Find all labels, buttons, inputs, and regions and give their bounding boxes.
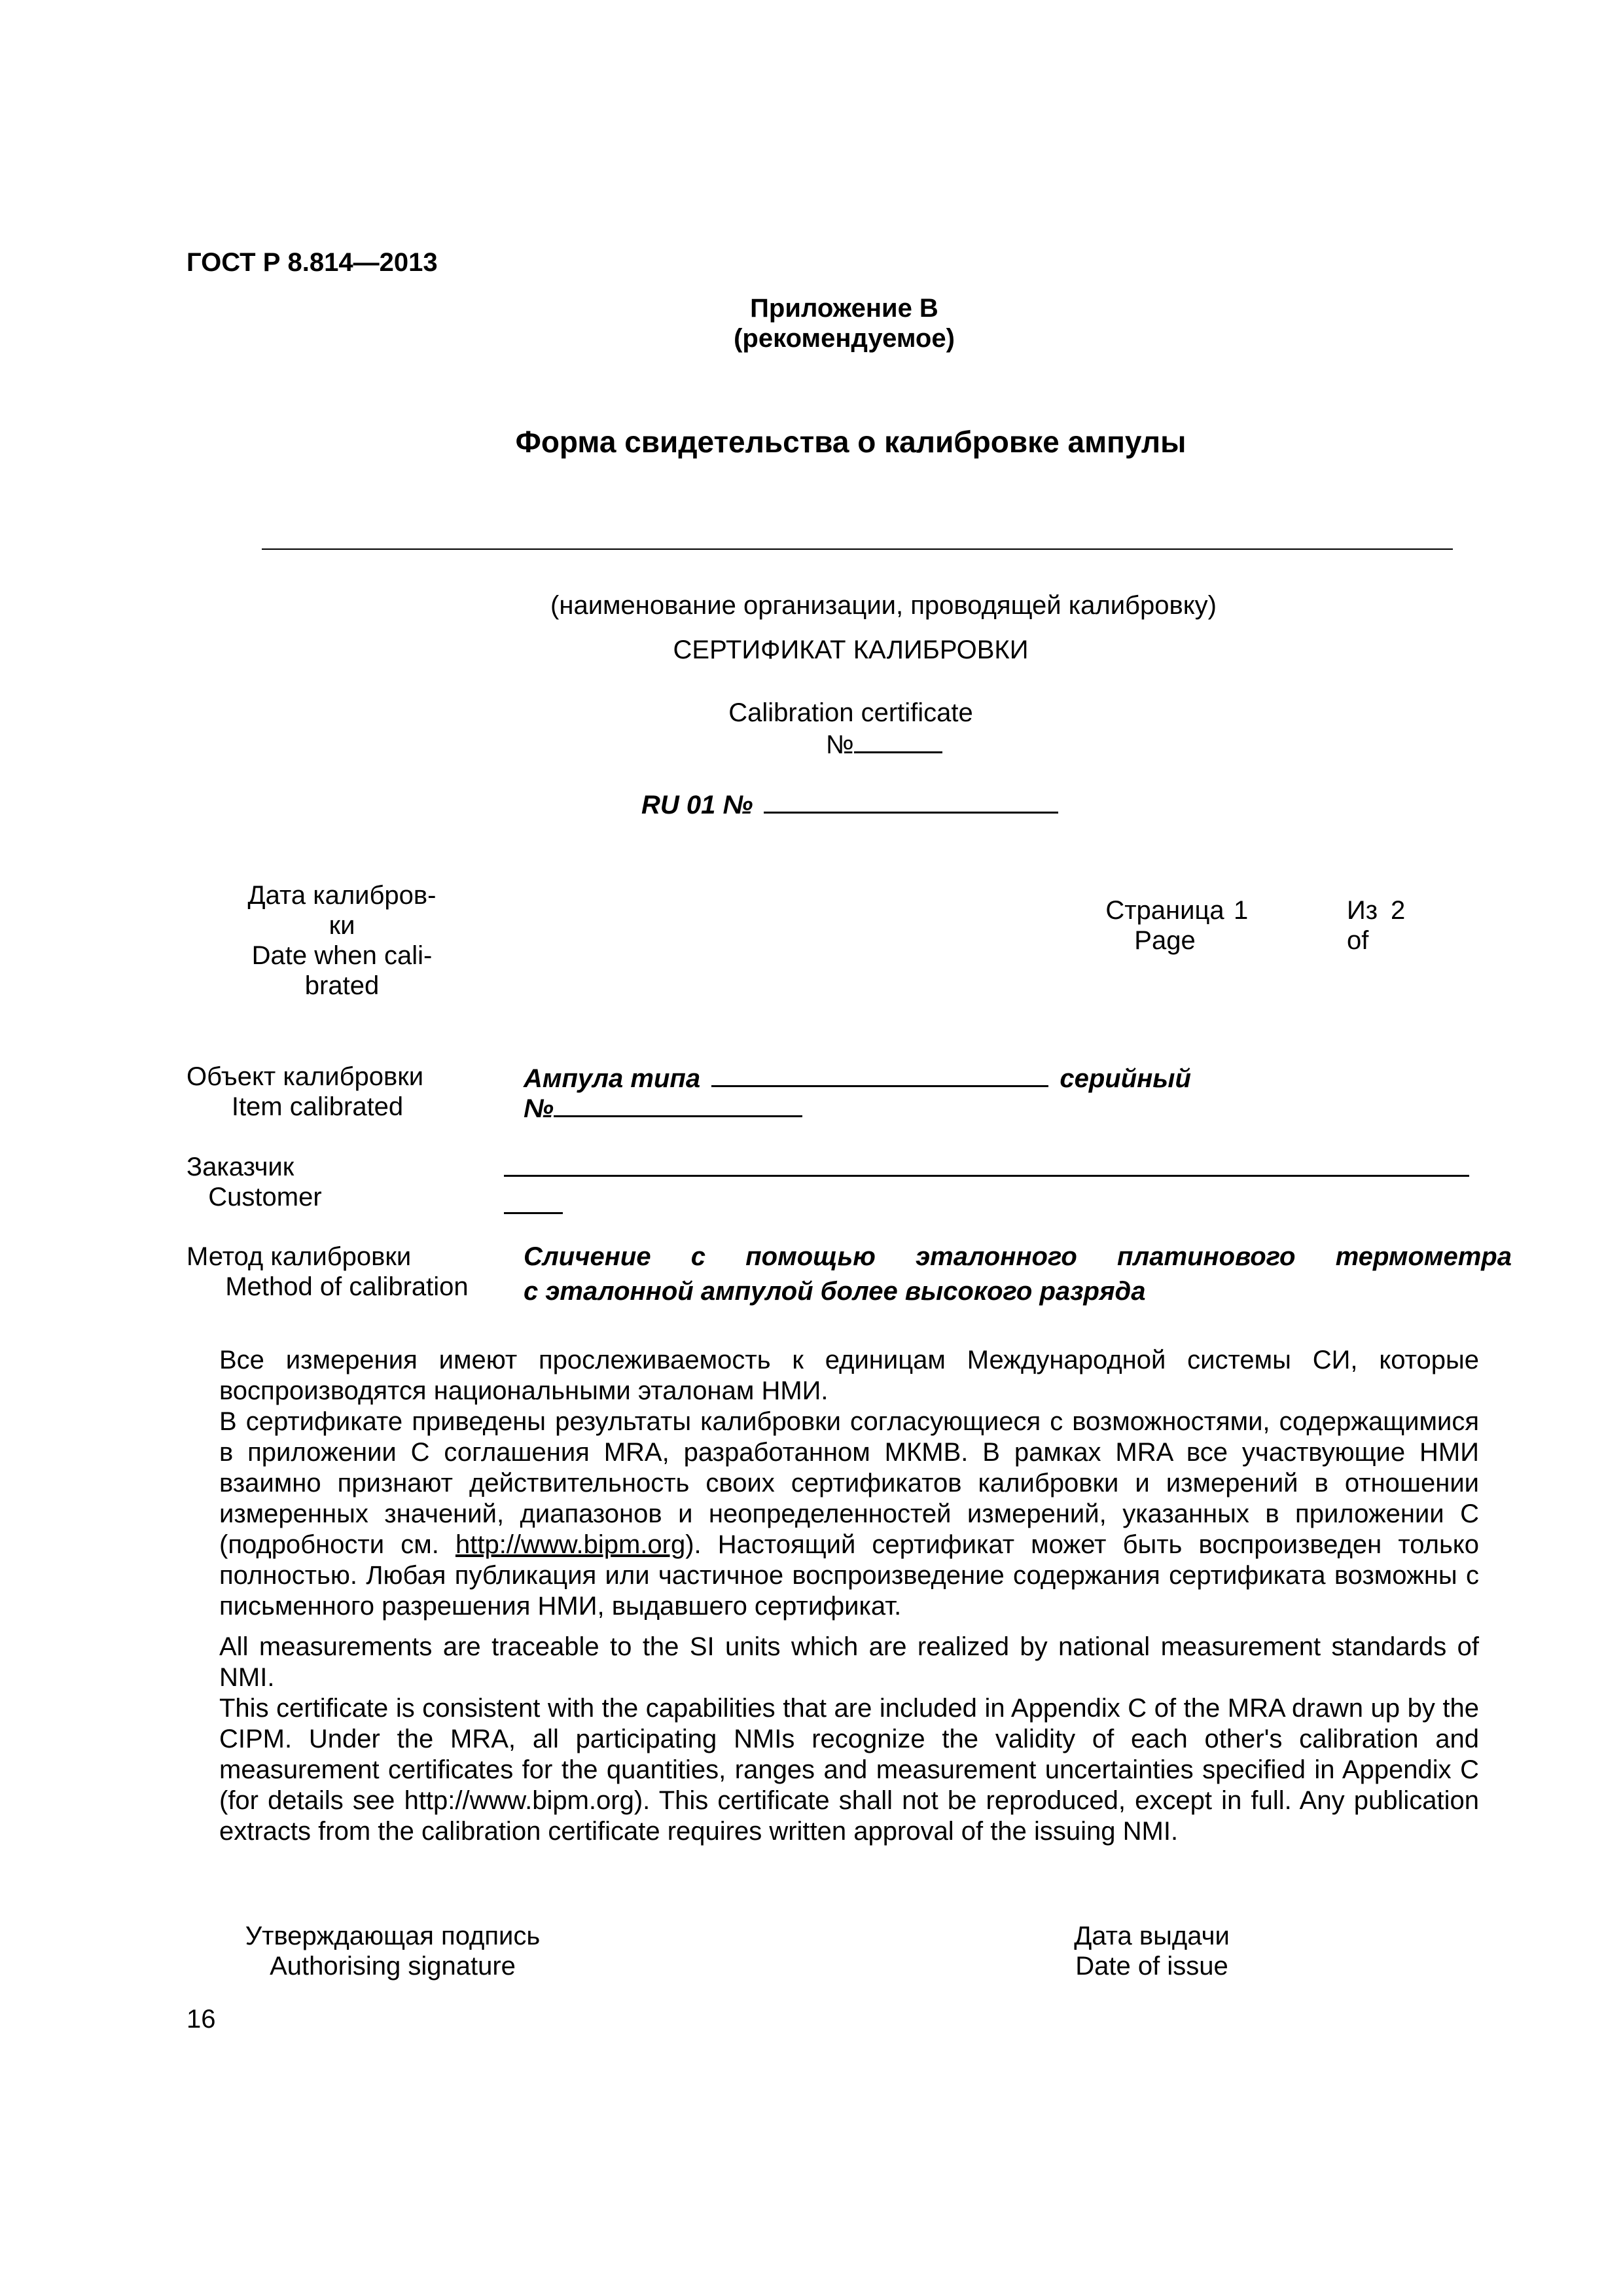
method-word: эталонного [916,1242,1077,1271]
organization-caption: (наименование организации, проводящей калибровку) [550,591,1217,620]
body-ru-paragraph-1: Все измерения имеют прослеживаемость к единицам Международной системы СИ, которые воспроизводятся национальными эталонам НМИ. [219,1346,1479,1405]
customer-label-ru: Заказчик [187,1153,294,1181]
ru-number-label: RU 01 № [641,791,753,819]
issue-date-label-en: Date of issue [1075,1952,1228,1981]
item-value-line2 [524,1092,802,1124]
issue-date-label-ru: Дата выдачи [1074,1922,1230,1950]
item-label-ru: Объект калибровки [187,1062,424,1091]
signature-label-ru: Утверждающая подпись [245,1922,541,1950]
customer-line-1 [504,1175,1469,1177]
method-word: с [690,1242,706,1271]
page-number: 16 [187,2005,216,2034]
item-type-label: Ампула типа [524,1064,701,1093]
item-number-blank [554,1092,802,1117]
total-pages-value: 2 [1391,896,1406,925]
customer-label-en: Customer [208,1183,322,1211]
certificate-title-en: Calibration certificate [728,698,973,727]
method-word: платинового [1116,1242,1296,1271]
method-word: помощью [745,1242,876,1271]
item-type-blank [711,1062,1048,1087]
signature-label-en: Authorising signature [270,1952,516,1981]
customer-line-2 [504,1212,563,1214]
certificate-number-label: № [826,730,854,759]
body-ru-text-before-link: В сертификате приведены результаты калибровки согласующиеся с возможностями, содержащимися в приложении С соглашения MRA, разработанном МКМВ. В рамках MRA все участвующие НМИ взаимно признают действительность своих сертификатов калибровки и измерений в отношении измеренных значений, диапазонов и неопределенностей измерений, указанных в приложении С (подробности см. [219,1407,1479,1559]
body-en-paragraph-1: All measurements are traceable to the SI units which are realized by national measurement standards of NMI. [219,1632,1479,1692]
body-en-paragraph-2: This certificate is consistent with the capabilities that are included in Appendix C of the MRA drawn up by the CIPM. Under the MRA, all participating NMIs recognize the validity of each other's calibration and measurement certificates for the quantities, ranges and measurement uncertainties specified in Appendix C (for details see http://www.bipm.org). This certificate shall not be reproduced, except in full. Any publication extracts from the calibration certificate requires written approval of the issuing NMI. [219,1694,1479,1846]
method-value-line1 [524,1242,1512,1272]
item-value-line1 [524,1062,1191,1094]
certificate-number-blank [854,728,942,753]
item-serial-label: серийный [1060,1064,1191,1093]
calibration-date-label-ru-1: Дата калибров- [247,881,437,910]
item-number-label: № [524,1094,554,1123]
method-label-en: Method of calibration [225,1272,469,1301]
method-label-ru: Метод калибровки [187,1242,412,1271]
page-number-value: 1 [1234,896,1249,925]
of-label-en: of [1347,926,1369,955]
page-label-en: Page [1134,926,1196,955]
calibration-date-label-ru-2: ки [329,911,355,940]
body-ru-text-after-link: ). Настоящий сертификат может быть воспроизведен только полностью. Любая публикация или частичное воспроизведение содержания сертификата возможны с письменного разрешения НМИ, выдавшего сертификат. [219,1530,1479,1621]
ru-number-row [641,788,1058,821]
calibration-date-label-en-1: Date when cali- [251,941,433,970]
of-label-ru: Из [1347,896,1378,925]
page-label-ru: Страница [1105,896,1224,925]
method-word: Сличение [524,1242,651,1271]
certificate-number-row [826,728,942,761]
bipm-link[interactable]: http://www.bipm.org [455,1530,686,1559]
annex-status: (рекомендуемое) [734,324,955,353]
organization-name-line [262,548,1453,550]
method-value-line2: с эталонной ампулой более высокого разряда [524,1277,1146,1306]
annex-title: Приложение В [750,294,938,323]
calibration-date-label-en-2: brated [304,971,380,1000]
standard-code: ГОСТ Р 8.814—2013 [187,248,438,277]
ru-number-blank [764,788,1058,814]
document-title: Форма свидетельства о калибровке ампулы [515,425,1186,459]
calibration-date-label [216,880,468,1001]
certificate-title-ru: СЕРТИФИКАТ КАЛИБРОВКИ [673,636,1029,664]
body-ru-paragraph-2 [219,1407,1479,1622]
method-word: термометра [1335,1242,1512,1271]
item-label-en: Item calibrated [231,1092,404,1121]
